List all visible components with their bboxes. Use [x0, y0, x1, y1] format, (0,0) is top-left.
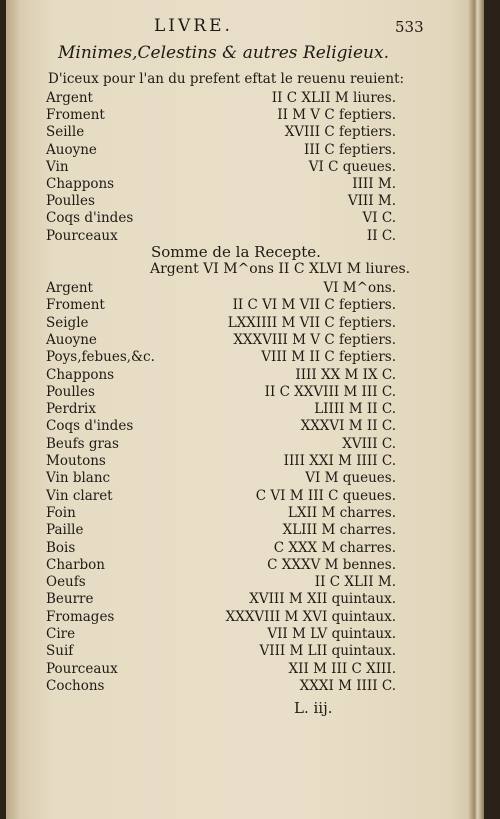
table-row	[46, 678, 396, 695]
table-row	[46, 280, 396, 297]
row-value: XXXVI M II C.	[300, 418, 396, 435]
row-label: Beurre	[46, 591, 94, 608]
row-value: XXXI M IIII C.	[299, 677, 396, 694]
row-label: Argent	[46, 280, 93, 296]
row-label: Bois	[46, 539, 76, 556]
row-label: Beufs gras	[46, 435, 119, 452]
table-row	[46, 436, 396, 453]
row-label: Poulles	[46, 193, 95, 210]
table-row	[46, 297, 396, 314]
row-label: Pourceaux	[46, 227, 118, 244]
table-row	[46, 315, 396, 332]
table-row	[46, 159, 396, 176]
table-row	[46, 332, 396, 349]
row-value: VIII M II C feptiers.	[261, 349, 396, 366]
table-row	[46, 142, 396, 159]
section-title: Minimes,Celestins & autres Religieux.	[58, 43, 389, 63]
table-row	[46, 557, 396, 574]
row-label: Charbon	[46, 556, 105, 573]
intro-line: D'iceux pour l'an du prefent eftat le reuenu reuient:	[48, 71, 405, 87]
table-row	[46, 107, 396, 124]
table-row	[46, 488, 396, 505]
row-label: Froment	[46, 107, 105, 124]
table-row	[46, 124, 396, 141]
row-value: IIII XXI M IIII C.	[283, 453, 396, 469]
table-row	[46, 176, 396, 193]
row-value: IIII XX M IX C.	[295, 366, 396, 383]
table-row	[46, 626, 396, 643]
row-label: Vin claret	[46, 487, 113, 504]
table-row	[46, 453, 396, 470]
table-row	[46, 90, 396, 107]
row-value: VI M queues.	[305, 470, 396, 487]
row-label: Argent	[46, 90, 93, 106]
row-value: LIIII M II C.	[314, 401, 396, 418]
row-label: Chappons	[46, 176, 115, 192]
row-value: II C XLII M.	[314, 574, 396, 591]
row-label: Poulles	[46, 383, 95, 400]
table-row	[46, 661, 396, 678]
table-row	[46, 591, 396, 608]
row-label: Auoyne	[46, 141, 97, 158]
book-page	[6, 0, 484, 819]
row-label: Moutons	[46, 453, 106, 469]
row-label: Auoyne	[46, 331, 97, 348]
row-value: XVIII C.	[342, 435, 396, 452]
table-row	[46, 505, 396, 522]
row-label: Perdrix	[46, 401, 96, 418]
row-value: VIII M.	[347, 193, 396, 210]
page-gutter	[468, 0, 484, 819]
row-value: C XXXV M bennes.	[267, 556, 396, 573]
row-label: Coqs d'indes	[46, 418, 134, 435]
table-row	[46, 418, 396, 435]
row-label: Paille	[46, 522, 84, 539]
table-row	[46, 522, 396, 539]
somme-title: Somme de la Recepte.	[151, 243, 321, 261]
row-value: II C.	[366, 227, 396, 244]
row-label: Suif	[46, 643, 74, 660]
row-label: Vin	[46, 158, 69, 175]
table-row	[46, 574, 396, 591]
table-row	[46, 401, 396, 418]
row-label: Froment	[46, 297, 105, 314]
row-value: XXXVIII M V C feptiers.	[233, 331, 396, 348]
row-value: VI C queues.	[308, 158, 396, 175]
row-value: II C XXVIII M III C.	[264, 383, 396, 400]
row-value: XVIII C feptiers.	[284, 124, 396, 141]
table-row	[46, 210, 396, 227]
row-label: Oeufs	[46, 574, 86, 591]
row-value: LXII M charres.	[287, 504, 396, 521]
row-value: XXXVIII M XVI quintaux.	[225, 608, 396, 625]
table-row	[46, 349, 396, 366]
table-row	[46, 643, 396, 660]
row-value: XVIII M XII quintaux.	[249, 591, 396, 608]
table-row	[46, 384, 396, 401]
row-label: Fromages	[46, 608, 115, 625]
row-label: Seille	[46, 124, 85, 141]
row-value: II M V C feptiers.	[277, 107, 396, 124]
row-value: C XXX M charres.	[273, 539, 396, 556]
table-row	[46, 367, 396, 384]
running-header: LIVRE.	[154, 16, 233, 36]
row-label: Cochons	[46, 677, 105, 694]
row-value: XII M III C XIII.	[288, 660, 396, 677]
row-value: VII M LV quintaux.	[267, 626, 396, 642]
row-label: Foin	[46, 504, 76, 521]
row-value: VIII M LII quintaux.	[259, 643, 396, 660]
signature-mark: L. iij.	[294, 699, 333, 717]
table-row	[46, 193, 396, 210]
table-row	[46, 609, 396, 626]
row-value: II C XLII M liures.	[271, 90, 396, 106]
somme-argent: Argent VI M^ons II C XLVI M liures.	[150, 261, 411, 277]
row-label: Seigle	[46, 314, 89, 331]
row-value: LXXIIII M VII C feptiers.	[227, 314, 396, 331]
table-row	[46, 470, 396, 487]
row-label: Cire	[46, 626, 76, 642]
row-value: VI C.	[362, 210, 396, 227]
row-label: Coqs d'indes	[46, 210, 134, 227]
row-value: VI M^ons.	[323, 280, 396, 296]
row-label: Poys,febues,&c.	[46, 349, 155, 366]
row-value: IIII M.	[352, 176, 396, 192]
row-value: C VI M III C queues.	[255, 487, 396, 504]
row-label: Chappons	[46, 366, 115, 383]
row-value: II C VI M VII C feptiers.	[232, 297, 396, 314]
row-value: XLIII M charres.	[282, 522, 396, 539]
row-label: Vin blanc	[46, 470, 111, 487]
table-row	[46, 540, 396, 557]
row-label: Pourceaux	[46, 660, 118, 677]
row-value: III C feptiers.	[304, 141, 396, 158]
page-number: 533	[395, 18, 424, 36]
